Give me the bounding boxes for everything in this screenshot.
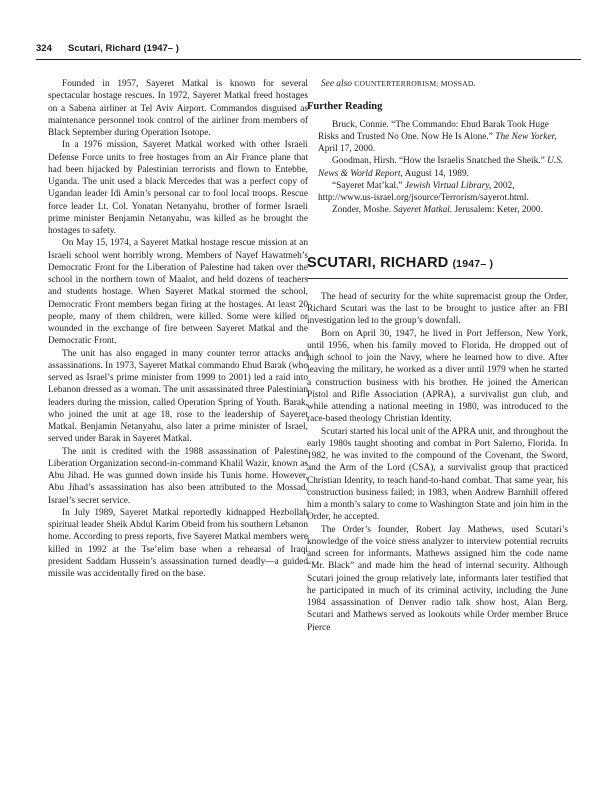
body-paragraph: Born on April 30, 1947, he lived in Port Jefferson, New York, until 1956, when his family moved to Florida. He dropped out of high school to join the Navy, where he learned how to dive. After leaving the military, he worked as a diver until 1979 when he started a construction business with his brother. He joined the American Pistol and Rifle Association (APRA), a survivalist gun club, and while attending a national meeting in 1980, was introduced to the race-based theology Christian Identity. [307, 328, 568, 425]
see-also [307, 78, 568, 90]
body-paragraph: The unit is credited with the 1988 assassination of Palestine Liberation Organization second-in-command Khalil Wazir, known as Abu Jihad. He was gunned down inside his Tunis home. However, Abu Jihad’s assassination has also been attributed to the Mossad, Israel’s secret service. [48, 446, 308, 506]
reference-item: “Sayeret Mat’kal.” Jewish Virtual Library, 2002, http://www.us-israel.org/jsource/Terrorism/sayerot.html. [318, 180, 529, 203]
reference-item: Zonder, Moshe. Sayeret Matkal. Jerusalem: Keter, 2000. [332, 205, 543, 216]
body-paragraph: The head of security for the white supremacist group the Order, Richard Scutari was the last to be brought to justice after an FBI investigation led to the group’s downfall. [307, 291, 568, 327]
entry-title [307, 254, 568, 271]
body-paragraph: In July 1989, Sayeret Matkal reportedly kidnapped Hezbollah spiritual leader Sheik Abdul Karim Obeid from his southern Lebanon home. According to press reports, five Sayeret Matkal members were killed in 1992 at the Tse’elim base when a rehearsal of Iraqi president Saddam Hussein’s assassination turned deadly—a guided missile was accidentally fired on the base. [48, 507, 308, 579]
further-reading-heading: Further Reading [307, 101, 383, 113]
header-rule [36, 59, 581, 60]
entry-dates: (1947– ) [452, 257, 494, 270]
body-paragraph: The unit has also engaged in many counter terror attacks and assassinations. In 1973, Sayeret Matkal commando Ehud Barak (who served as Israel’s prime minister from 1999 to 2001) led a raid into Lebanon dressed as a woman. The unit assassinated three Palestinian leaders during the mission, called Operation Spring of Youth. Barak, who joined the unit at age 18, rose to the leadership of Sayeret Matkal. Benjamin Netanyahu, also later a prime minister of Israel, served under Barak in Sayeret Matkal. [48, 348, 308, 445]
see-also-refs: COUNTERTERRORISM; MOSSAD. [354, 79, 476, 88]
body-paragraph: On May 15, 1974, a Sayeret Matkal hostage rescue mission at an Israeli school went horribly wrong. Members of Nayef Hawatmeh’s Democratic Front for the Liberation of Palestine had taken over the school in the northern town of Maalot, and held dozens of teachers and students hostage. When Sayeret Matkal stormed the school, Democratic Front members began firing at the hostages. At least 20 people, many of them children, were killed. Some were killed or wounded in the exchange of fire between Sayeret Matkal and the Democratic Front. [48, 238, 308, 347]
body-paragraph: In a 1976 mission, Sayeret Matkal worked with other Israeli Defense Force units to free hostages from an Air France plane that had been hijacked by Palestinian terrorists and flown to Entebbe, Uganda. The unit used a black Mercedes that was a perfect copy of Ugandan leader Idi Amin’s personal car to fool local troops. Rescue force leader Lt. Col. Yonatan Netanyahu, brother of former Israeli prime minister Benjamin Netanyahu, was killed as he brought the hostages to safety. [48, 140, 308, 236]
right-column [307, 78, 568, 634]
reference-item: Bruck, Connie. “The Commando: Ehud Barak Took Huge Risks and Trusted No One. Now He Is Alone.” The New Yorker, April 17, 2000. [318, 119, 557, 154]
body-paragraph: The Order’s founder, Robert Jay Mathews, used Scutari’s knowledge of the voice stress analyzer to interview potential recruits and screen for informants. Mathews assigned him the code name “Mr. Black” and made him the head of internal security. Although Scutari joined the group relatively late, informants later testified that he participated in much of its criminal activity, including the June 1984 assassination of Denver radio talk show host, Alan Berg. Scutari and Mathews served as lookouts while Order member Bruce Pierce [307, 524, 568, 633]
see-also-label: See also [321, 79, 352, 89]
body-paragraph: Scutari started his local unit of the APRA unit, and throughout the early 1980s taught shooting and combat in Port Salerno, Florida. In 1982, he was invited to the compound of the Covenant, the Sword, and the Arm of the Lord (CSA), a survivalist group that practiced Christian Identity, to teach hand-to-hand combat. That same year, his construction business failed; in 1983, when Andrew Barnhill offered him a month’s salary to come to Washington State and join him in the Order, he accepted. [307, 426, 568, 523]
entry-title-rule [307, 278, 568, 279]
page-number: 324 [36, 43, 52, 54]
left-column [48, 78, 308, 580]
running-title: Scutari, Richard (1947– ) [68, 43, 179, 54]
reference-item: Goodman, Hirsh. “How the Israelis Snatched the Sheik.” U.S. News & World Report, August 14, 1989. [318, 156, 564, 179]
entry-name: SCUTARI, RICHARD [307, 254, 449, 271]
running-header [36, 43, 581, 57]
body-paragraph: Founded in 1957, Sayeret Matkal is known for several spectacular hostage rescues. In 1972, Sayeret Matkal freed hostages on a Sabena airliner at Tel Aviv Airport. Commandos disguised as maintenance personnel took control of the airliner from members of Black September during Operation Isotope. [48, 79, 308, 138]
